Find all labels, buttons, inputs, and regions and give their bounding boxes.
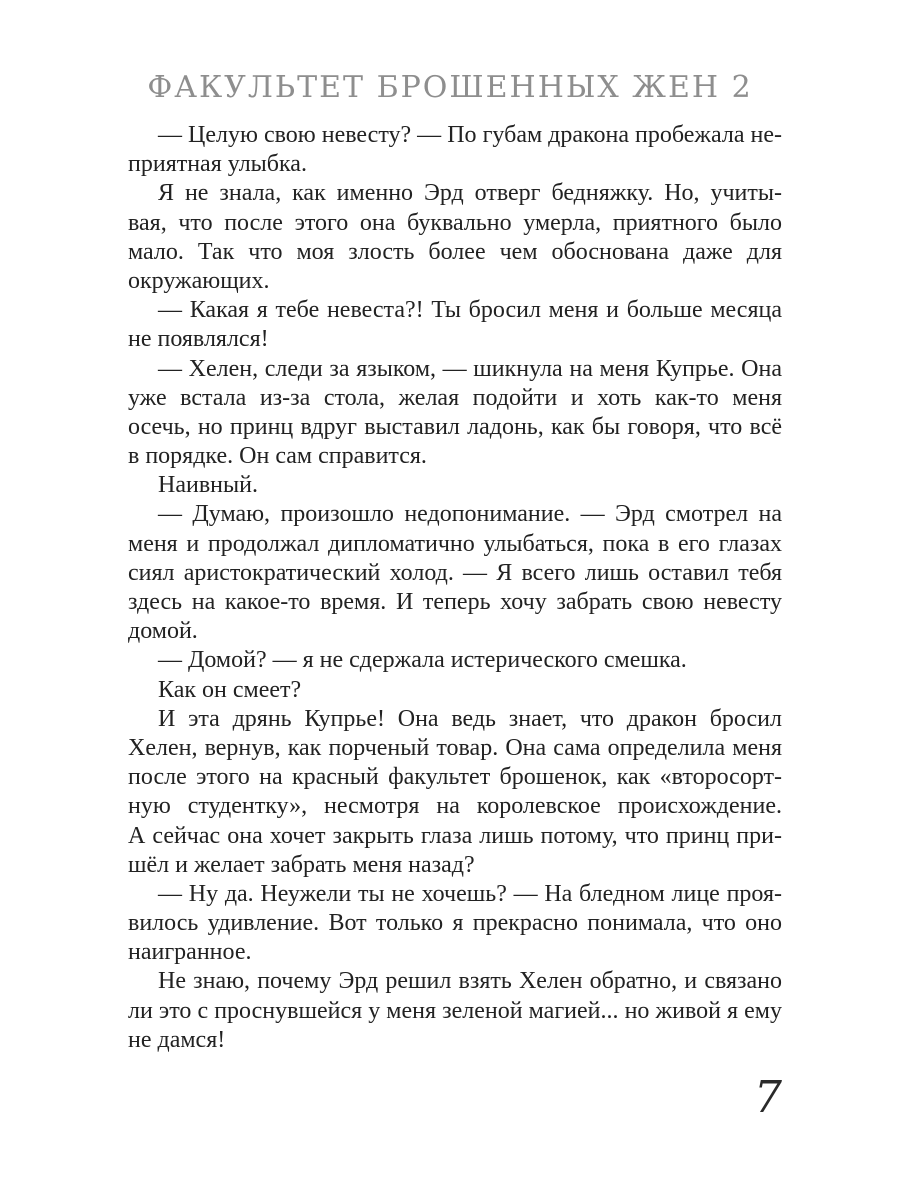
text-line: мало. Так что моя злость более чем обоснована даже для: [128, 238, 782, 265]
paragraph: [128, 676, 782, 705]
text-line: — Ну да. Неужели ты не хочешь? — На бледном лице проя-: [158, 880, 782, 907]
page-number: 7: [754, 1072, 782, 1123]
text-line: Наивный.: [158, 472, 258, 499]
text-line: шёл и желает забрать меня назад?: [128, 851, 475, 878]
text-line: — Хелен, следи за языком, — шикнула на меня Купрье. Она: [158, 355, 782, 382]
text-line: не появлялся!: [128, 326, 269, 353]
paragraph: [128, 880, 782, 968]
paragraph: [128, 355, 782, 472]
running-head: ФАКУЛЬТЕТ БРОШЕННЫХ ЖЕН 2: [147, 70, 753, 105]
text-line: сиял аристократический холод. — Я всего лишь оставил тебя: [128, 559, 782, 586]
text-line: — Думаю, произошло недопонимание. — Эрд смотрел на: [158, 501, 782, 528]
text-line: Хелен, вернув, как порченый товар. Она сама определила меня: [128, 734, 782, 761]
paragraph: [128, 179, 782, 296]
text-line: А сейчас она хочет закрыть глаза лишь потому, что принц при-: [128, 822, 782, 849]
text-line: уже встала из-за стола, желая подойти и хоть как-то меня: [128, 384, 782, 411]
paragraph: [128, 967, 782, 1055]
text-line: домой.: [128, 618, 198, 645]
text-line: здесь на какое-то время. И теперь хочу забрать свою невесту: [128, 589, 782, 615]
text-line: Не знаю, почему Эрд решил взять Хелен обратно, и связано: [158, 968, 782, 995]
text-line: вилось удивление. Вот только я прекрасно понимала, что оно: [128, 910, 782, 937]
text-line: ную студентку», несмотря на королевское происхождение.: [128, 793, 782, 820]
text-line: — Домой? — я не сдержала истерического смешка.: [158, 647, 687, 674]
paragraph: [128, 471, 782, 500]
paragraph: [128, 705, 782, 880]
text-line: вая, что после этого она буквально умерла, приятного было: [128, 209, 782, 236]
paragraph: [128, 646, 782, 675]
text-line: в порядке. Он сам справится.: [128, 443, 427, 470]
text-line: — Целую свою невесту? — По губам дракона пробежала не-: [158, 122, 782, 148]
text-line: после этого на красный факультет брошенок, как «второсорт-: [128, 764, 782, 791]
text-line: Как он смеет?: [158, 676, 302, 703]
text-line: — Какая я тебе невеста?! Ты бросил меня и больше месяца: [158, 297, 782, 324]
text-line: Я не знала, как именно Эрд отверг бедняжку. Но, учиты-: [158, 180, 782, 207]
text-line: окружающих.: [128, 267, 270, 294]
text-line: наигранное.: [128, 939, 252, 966]
paragraph: [128, 500, 782, 646]
text-line: осечь, но принц вдруг выставил ладонь, как бы говоря, что всё: [128, 413, 782, 440]
text-line: меня и продолжал дипломатично улыбаться, пока в его глазах: [128, 530, 782, 557]
text-line: И эта дрянь Купрье! Она ведь знает, что дракон бросил: [158, 705, 782, 732]
text-line: не дамся!: [128, 1026, 226, 1053]
paragraph: [128, 121, 782, 179]
paragraph: [128, 296, 782, 354]
text-line: ли это с проснувшейся у меня зеленой магией... но живой я ему: [128, 997, 782, 1024]
body-text: [128, 121, 782, 1055]
text-line: приятная улыбка.: [128, 151, 307, 178]
